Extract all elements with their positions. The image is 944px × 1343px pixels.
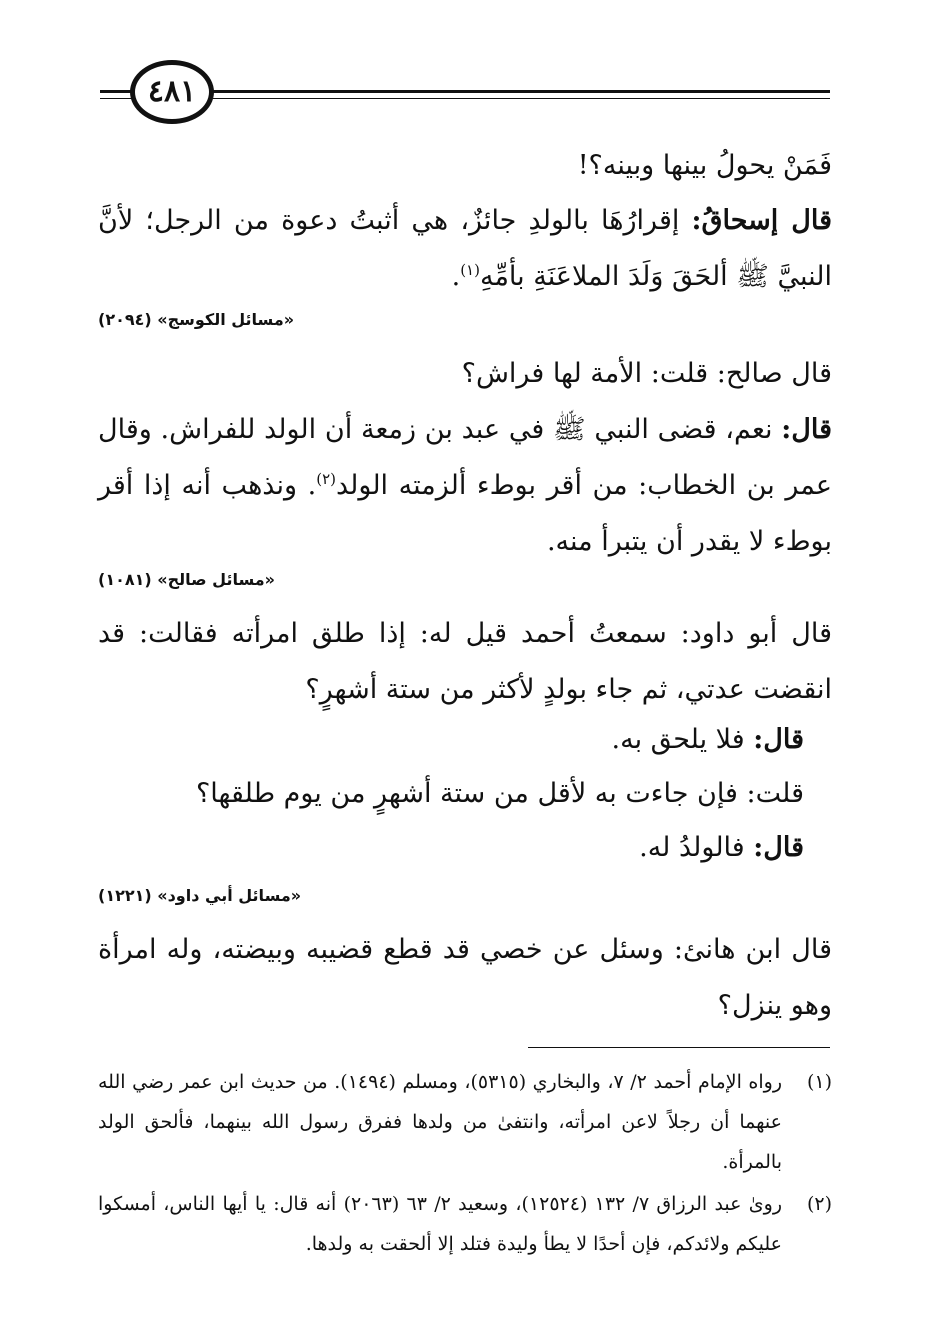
footnote-separator: [528, 1047, 830, 1048]
page-number-badge: [130, 60, 214, 124]
paragraph-question-2: [98, 766, 832, 822]
source-citation: «مسائل أبي داود» (١٢٢١): [98, 886, 302, 905]
page-number: ٤٨١: [147, 74, 197, 109]
paragraph-line: فَمَنْ يحولُ بينها وبينه؟!: [577, 150, 832, 181]
speaker-label: قال:: [781, 414, 832, 445]
paragraph-text: فالولدُ له.: [639, 832, 754, 863]
paragraph-ibnhani: [98, 922, 832, 1034]
footnote-ref: (٢): [316, 470, 336, 488]
source-citation: «مسائل صالح» (١٠٨١): [98, 570, 275, 589]
paragraph-tail: .: [451, 261, 461, 292]
footnote-2: [98, 1184, 832, 1264]
footnote-1: [98, 1062, 832, 1182]
speaker-label: قال إسحاقُ:: [691, 205, 832, 236]
source-citation: «مسائل الكوسج» (٢٠٩٤): [98, 310, 295, 329]
speaker-label: قال:: [753, 832, 804, 863]
paragraph-text: قال أبو داود: سمعتُ أحمد قيل له: إذا طلق امرأته فقالت: قد انقضت عدتي، ثم جاء بولدٍ لأكثر من ستة أشهرٍ؟: [98, 618, 832, 705]
paragraph-text: فلا يلحق به.: [611, 724, 754, 755]
header-rule-right-thin: [212, 98, 830, 99]
footnote-ref: (١): [460, 261, 480, 279]
header-rule-left: [100, 90, 134, 93]
paragraph-ishaq: [98, 193, 832, 305]
paragraph-text: قلت: فإن جاءت به لأقل من ستة أشهرٍ من يوم طلقها؟: [195, 778, 804, 809]
paragraph-answer-1: [98, 712, 832, 768]
paragraph-text: قال ابن هانئ: وسئل عن خصي قد قطع قضيبه وبيضته، وله امرأة وهو ينزل؟: [98, 934, 832, 1021]
paragraph-text: قال صالح: قلت: الأمة لها فراش؟: [461, 358, 832, 389]
footnote-text: روىٰ عبد الرزاق ٧/ ١٣٢ (١٢٥٢٤)، وسعيد ٢/ ٦٣ (٢٠٦٣) أنه قال: يا أيها الناس، أمسكوا عليكم ولائدكم، فإن أحدًا لا يطأ وليدة فتلد إلا ألحقت به ولدها.: [98, 1193, 782, 1255]
paragraph-abudawud-question: [98, 606, 832, 718]
footnote-number: (١): [806, 1071, 832, 1093]
header-rule-left-thin: [100, 98, 134, 99]
paragraph-salih-answer: [98, 402, 832, 570]
paragraph-intro: [98, 138, 832, 194]
paragraph-tail: . ونذهب أنه إذا أقر بوطء لا يقدر أن يتبرأ منه.: [98, 470, 832, 557]
speaker-label: قال:: [753, 724, 804, 755]
paragraph-salih-question: [98, 346, 832, 402]
paragraph-text: إقرارُهَا بالولدِ جائزٌ، هي أثبتُ دعوة من الرجل؛ لأنَّ النبيَّ ﷺ ألحَقَ وَلَدَ الملاعَنَةِ بأمِّهِ: [98, 205, 832, 292]
header-rule-right: [212, 90, 830, 93]
footnote-text: رواه الإمام أحمد ٢/ ٧، والبخاري (٥٣١٥)، ومسلم (١٤٩٤). من حديث ابن عمر رضي الله عنهما أن رجلاً لاعن امرأته، وانتفىٰ من ولدها ففرق رسول الله بينهما، فألحق الولد بالمرأة.: [98, 1071, 783, 1173]
footnote-number: (٢): [806, 1193, 832, 1215]
paragraph-text: نعم، قضى النبي ﷺ في عبد بن زمعة أن الولد للفراش. وقال عمر بن الخطاب: من أقر بوطء ألزمته الولد: [98, 414, 832, 501]
paragraph-answer-2: [98, 820, 832, 876]
